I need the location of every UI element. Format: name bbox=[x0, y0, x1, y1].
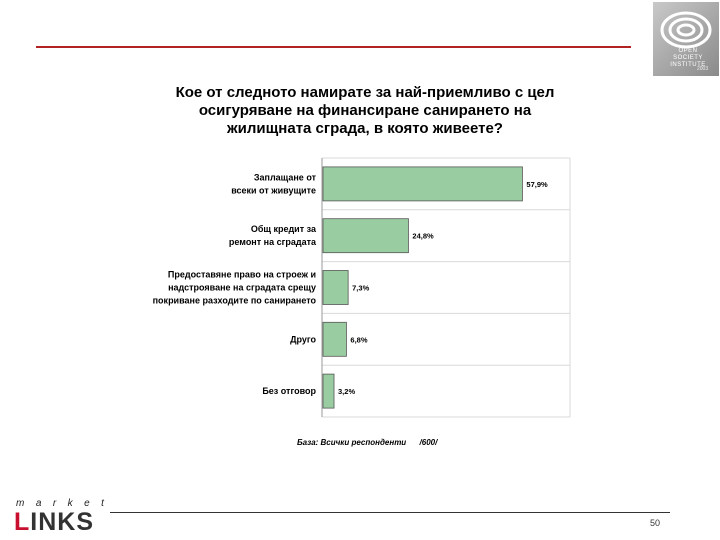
data-label: 3,2% bbox=[338, 387, 356, 397]
logo-tagline-letter: r bbox=[52, 498, 57, 509]
logo-tagline-letter: e bbox=[84, 498, 90, 509]
logo-wordmark bbox=[14, 508, 94, 536]
logo-tagline-letter: m bbox=[16, 498, 25, 509]
category-label: Общ кредит за bbox=[250, 224, 316, 235]
data-label: 57,9% bbox=[526, 179, 548, 189]
page-number: 50 bbox=[650, 518, 661, 528]
category-label: всеки от живущите bbox=[231, 185, 316, 196]
market-links-logo bbox=[14, 498, 106, 538]
bottom-rule bbox=[110, 512, 670, 513]
category-label: Заплащане от bbox=[253, 172, 316, 183]
bar bbox=[323, 271, 348, 305]
bar bbox=[323, 322, 346, 356]
bar bbox=[323, 219, 408, 253]
logo-first-letter: L bbox=[14, 508, 31, 536]
chart-title: Кое от следното намирате за най-приемливо с цел осигуряване на финансиране санирането на жилищната сграда, в която живеете? bbox=[175, 84, 555, 137]
bar bbox=[323, 167, 522, 201]
data-label: 24,8% bbox=[412, 231, 434, 241]
logo-tagline-letter: t bbox=[101, 498, 104, 509]
logo-rest-letters: INKS bbox=[30, 508, 95, 536]
category-label: ремонт на сградата bbox=[228, 237, 316, 248]
category-label: надстрояване на сградата срещу bbox=[168, 282, 316, 293]
logo-text-line: INSTITUTE bbox=[670, 62, 706, 68]
bar bbox=[323, 374, 334, 408]
logo-tagline-letter: a bbox=[35, 498, 42, 509]
logo-year: 2003 bbox=[697, 66, 709, 72]
data-label: 7,3% bbox=[352, 283, 370, 293]
category-label: Без отговор bbox=[262, 386, 316, 397]
logo-tagline-letter: k bbox=[67, 498, 73, 509]
logo-text-line: SOCIETY bbox=[673, 55, 703, 61]
category-label: Друго bbox=[290, 334, 316, 345]
category-label: покриване разходите по санирането bbox=[152, 295, 316, 306]
data-label: 6,8% bbox=[350, 335, 368, 345]
logo-text-line: OPEN bbox=[678, 48, 698, 54]
base-note: База: Всички респонденти /600/ bbox=[297, 438, 438, 447]
category-label: Предоставяне право на строеж и bbox=[167, 269, 316, 280]
